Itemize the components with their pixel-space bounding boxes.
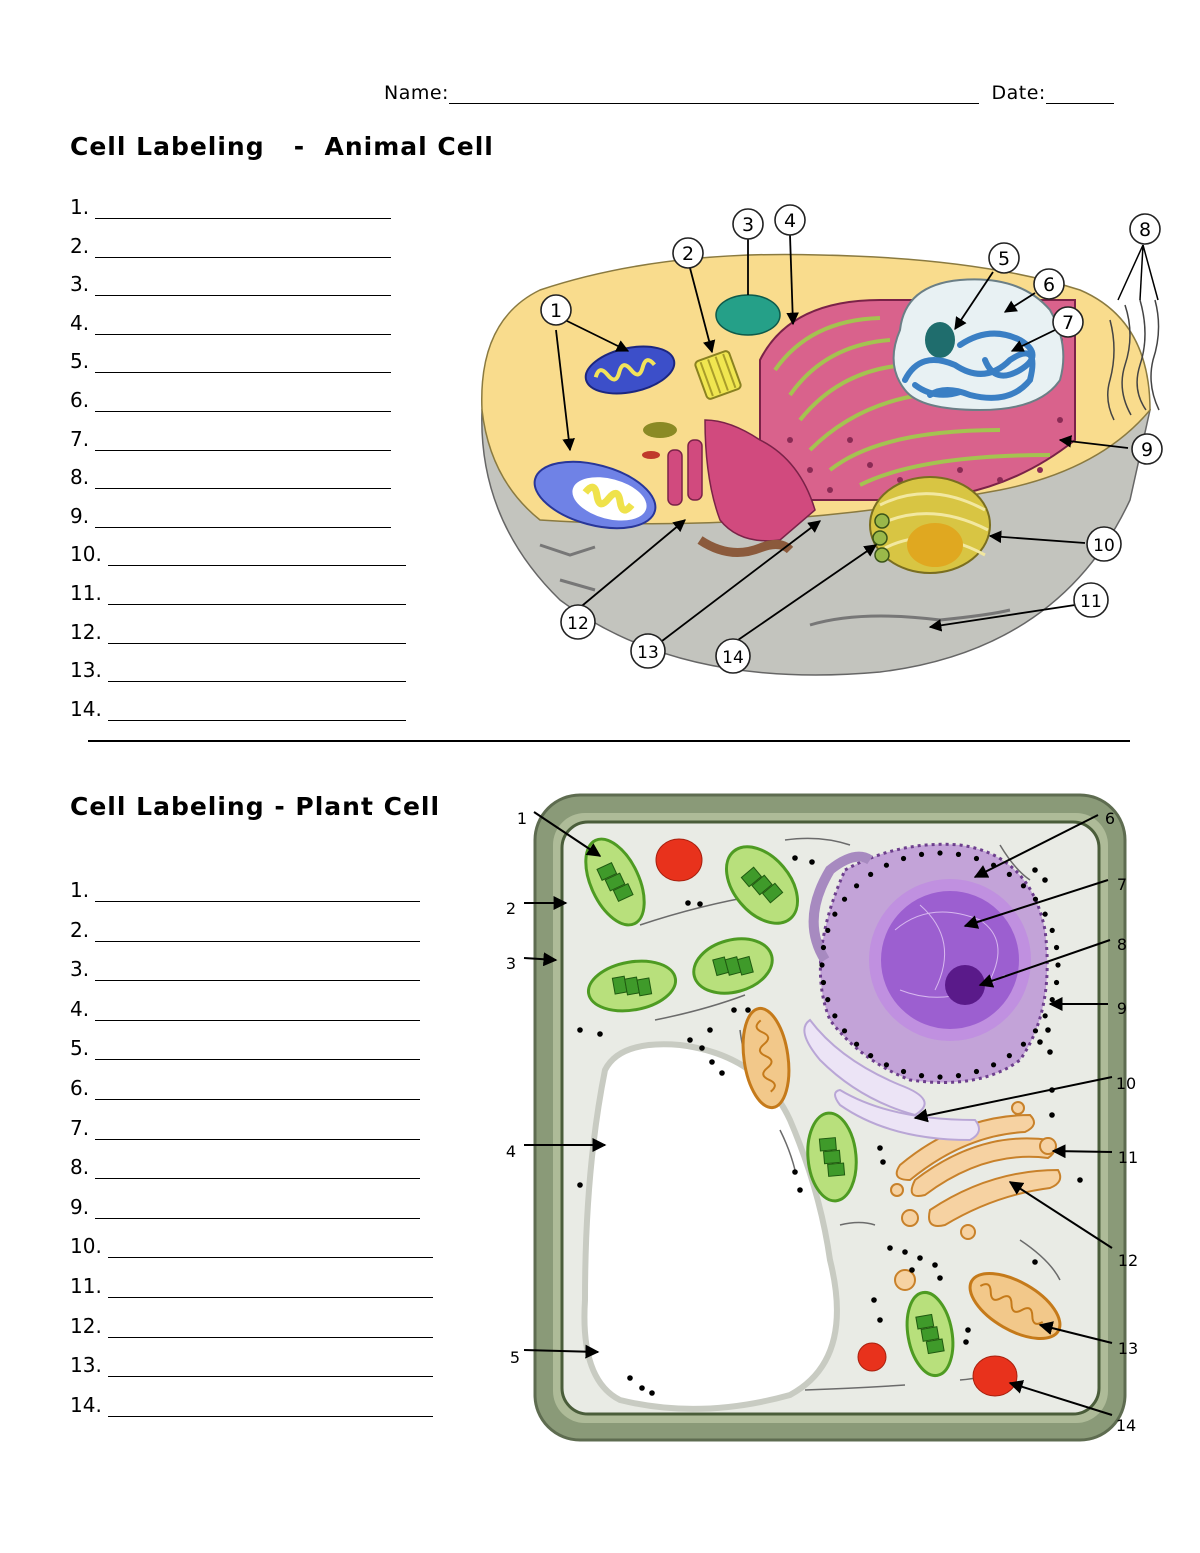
animal-callout-number: 4 xyxy=(783,210,797,232)
animal-callout-number: 10 xyxy=(1093,536,1115,556)
animal-callout-number: 3 xyxy=(741,214,755,236)
animal-answer-number: 1. xyxy=(70,195,90,219)
plant-callout-10: 10 xyxy=(1115,1074,1137,1093)
plant-callout-1: 1 xyxy=(516,809,528,828)
plant-answer-number: 14. xyxy=(70,1392,102,1417)
animal-callout-number: 1 xyxy=(549,300,563,322)
animal-callout-1 xyxy=(541,295,571,325)
animal-answer-number: 5. xyxy=(70,349,90,374)
plant-answer-number: 1. xyxy=(70,878,90,902)
plant-callout-11: 11 xyxy=(1117,1148,1139,1167)
animal-section-title: Cell Labeling - Animal Cell xyxy=(70,132,494,161)
animal-callout-number: 11 xyxy=(1080,592,1102,612)
animal-cell-diagram xyxy=(482,205,1162,675)
plant-callout-3: 3 xyxy=(505,954,517,973)
plant-answer-number: 2. xyxy=(70,917,90,942)
plant-answer-number: 4. xyxy=(70,996,90,1021)
animal-answer-number: 11. xyxy=(70,581,102,605)
plant-answer-number: 13. xyxy=(70,1353,102,1378)
plant-answer-number: 12. xyxy=(70,1313,102,1338)
animal-callout-3 xyxy=(733,209,763,239)
plant-callout-13: 13 xyxy=(1117,1339,1139,1358)
animal-callout-9 xyxy=(1132,434,1162,464)
animal-answer-number: 13. xyxy=(70,658,102,683)
plant-callout-2: 2 xyxy=(505,899,517,918)
animal-callout-number: 8 xyxy=(1138,219,1152,241)
plant-callout-9: 9 xyxy=(1116,999,1128,1018)
animal-answer-number: 3. xyxy=(70,272,90,297)
name-label: Name: xyxy=(384,82,449,104)
animal-callout-8 xyxy=(1130,214,1160,244)
plant-answer-number: 5. xyxy=(70,1036,90,1061)
plant-section-title: Cell Labeling - Plant Cell xyxy=(70,792,441,821)
plant-answer-number: 9. xyxy=(70,1194,90,1219)
animal-callout-number: 12 xyxy=(567,614,589,634)
animal-callout-4 xyxy=(775,205,805,235)
animal-callout-number: 13 xyxy=(637,643,659,663)
plant-cell-diagram xyxy=(506,795,1138,1440)
date-label: Date: xyxy=(991,82,1046,104)
animal-callout-2 xyxy=(673,238,703,268)
plant-callout-4: 4 xyxy=(505,1142,517,1161)
animal-answer-number: 14. xyxy=(70,696,102,721)
animal-callout-5 xyxy=(989,243,1019,273)
plant-answer-number: 11. xyxy=(70,1274,102,1298)
plant-answer-number: 10. xyxy=(70,1234,102,1259)
animal-answer-number: 2. xyxy=(70,233,90,258)
animal-answer-number: 12. xyxy=(70,619,102,644)
plant-callout-14: 14 xyxy=(1115,1416,1137,1435)
animal-callout-number: 14 xyxy=(722,648,744,668)
animal-callout-number: 7 xyxy=(1061,312,1075,334)
animal-callout-10 xyxy=(1087,527,1121,561)
plant-callout-7: 7 xyxy=(1116,875,1128,894)
animal-answer-number: 9. xyxy=(70,503,90,528)
animal-answer-number: 8. xyxy=(70,465,90,490)
animal-callout-number: 2 xyxy=(681,243,695,265)
plant-callout-6: 6 xyxy=(1104,809,1116,828)
animal-callout-11 xyxy=(1074,583,1108,617)
animal-answer-number: 10. xyxy=(70,542,102,567)
animal-callout-number: 5 xyxy=(997,248,1011,270)
plant-answer-number: 8. xyxy=(70,1155,90,1180)
animal-callout-12 xyxy=(561,605,595,639)
plant-answer-number: 6. xyxy=(70,1076,90,1100)
animal-callout-6 xyxy=(1034,269,1064,299)
plant-answer-number: 3. xyxy=(70,957,90,982)
plant-callout-5: 5 xyxy=(509,1348,521,1367)
animal-callout-number: 6 xyxy=(1042,274,1056,296)
animal-callout-13 xyxy=(631,634,665,668)
animal-answer-number: 4. xyxy=(70,310,90,335)
plant-answer-number: 7. xyxy=(70,1115,90,1140)
animal-callout-14 xyxy=(716,639,750,673)
animal-answer-number: 7. xyxy=(70,426,90,451)
plant-callout-12: 12 xyxy=(1117,1251,1139,1270)
animal-callout-number: 9 xyxy=(1140,439,1154,461)
animal-answer-number: 6. xyxy=(70,388,90,412)
animal-callout-7 xyxy=(1053,307,1083,337)
plant-callout-8: 8 xyxy=(1116,935,1128,954)
